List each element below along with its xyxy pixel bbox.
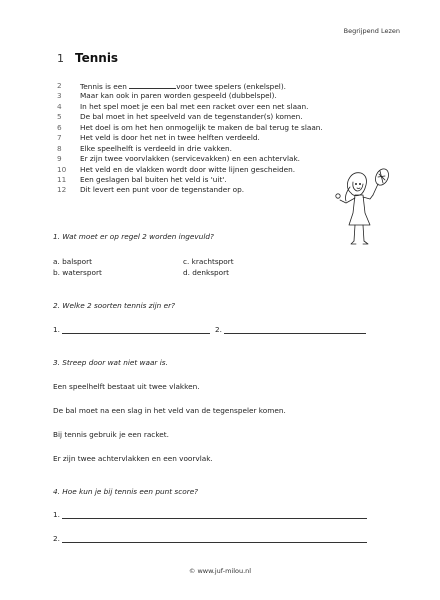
line-number: 12 — [57, 185, 67, 195]
line-text: Elke speelhelft is verdeeld in drie vakken. — [80, 143, 232, 153]
page-title — [57, 51, 118, 65]
answer-line-2-2[interactable] — [215, 325, 366, 334]
answer-label: 1. — [53, 325, 60, 334]
answer-underline[interactable] — [224, 325, 366, 334]
line-number: 4 — [57, 101, 62, 111]
text-line — [57, 154, 387, 164]
statement-4[interactable]: Er zijn twee achtervlakken en een voorvlak. — [53, 454, 213, 463]
question-1: 1. Wat moet er op regel 2 worden ingevuld? — [53, 232, 214, 241]
line-text: Een geslagen bal buiten het veld is 'uit'. — [80, 174, 227, 184]
line-number: 3 — [57, 91, 62, 101]
text-line — [57, 133, 387, 143]
option-d[interactable]: d. denksport — [183, 268, 230, 277]
line-text: Er zijn twee voorvlakken (servicevakken) en een achtervlak. — [80, 154, 300, 164]
footer-copyright: © www.juf-milou.nl — [188, 567, 252, 575]
text-line — [57, 81, 387, 91]
title-text: Tennis — [75, 51, 119, 65]
text-line — [57, 102, 387, 112]
statement-1[interactable]: Een speelhelft bestaat uit twee vlakken. — [53, 382, 200, 391]
line-number: 6 — [57, 122, 62, 132]
answer-underline[interactable] — [62, 534, 367, 543]
line-number: 10 — [57, 164, 67, 174]
line-text-before: Tennis is een — [80, 82, 130, 91]
text-line — [57, 112, 387, 122]
answer-line-2-1[interactable] — [53, 325, 210, 334]
line-number: 2 — [57, 81, 62, 90]
line-text — [80, 81, 286, 91]
answer-label: 2. — [53, 534, 60, 543]
answer-line-4-2[interactable] — [53, 534, 367, 543]
line-number: 11 — [57, 174, 67, 184]
answer-underline[interactable] — [62, 510, 367, 519]
statement-2[interactable]: De bal moet na een slag in het veld van de tegenspeler komen. — [53, 406, 286, 415]
statement-3[interactable]: Bij tennis gebruik je een racket. — [53, 430, 169, 439]
text-line — [57, 123, 387, 133]
text-line — [57, 144, 387, 154]
subject-header: Begrijpend Lezen — [343, 27, 400, 35]
line-number: 7 — [57, 133, 62, 143]
text-line — [57, 91, 387, 101]
line-text: Dit levert een punt voor de tegenstander op. — [80, 185, 245, 195]
option-c[interactable]: c. krachtsport — [183, 257, 234, 266]
tennis-player-illustration — [330, 167, 396, 247]
option-a[interactable]: a. balsport — [53, 257, 92, 266]
line-text: Het veld en de vlakken wordt door witte lijnen gescheiden. — [80, 164, 296, 174]
question-2: 2. Welke 2 soorten tennis zijn er? — [53, 301, 175, 310]
line-text-after: voor twee spelers (enkelspel). — [176, 82, 287, 91]
line-number: 9 — [57, 154, 62, 164]
answer-underline[interactable] — [62, 325, 210, 334]
fill-in-blank — [129, 81, 176, 89]
line-number: 8 — [57, 143, 62, 153]
question-4: 4. Hoe kun je bij tennis een punt score? — [53, 487, 199, 496]
answer-label: 2. — [215, 325, 222, 334]
answer-line-4-1[interactable] — [53, 510, 367, 519]
option-b[interactable]: b. watersport — [53, 268, 102, 277]
title-line-number: 1 — [57, 52, 64, 65]
line-text: De bal moet in het speelveld van de tegenstander(s) komen. — [80, 112, 303, 122]
line-text: Het doel is om het hen onmogelijk te maken de bal terug te slaan. — [80, 122, 323, 132]
line-number: 5 — [57, 112, 62, 122]
line-text: Het veld is door het net in twee helften verdeeld. — [80, 133, 260, 143]
line-text: Maar kan ook in paren worden gespeeld (dubbelspel). — [80, 91, 277, 101]
question-3: 3. Streep door wat niet waar is. — [53, 358, 168, 367]
line-text: In het spel moet je een bal met een racket over een net slaan. — [80, 101, 309, 111]
answer-label: 1. — [53, 510, 60, 519]
